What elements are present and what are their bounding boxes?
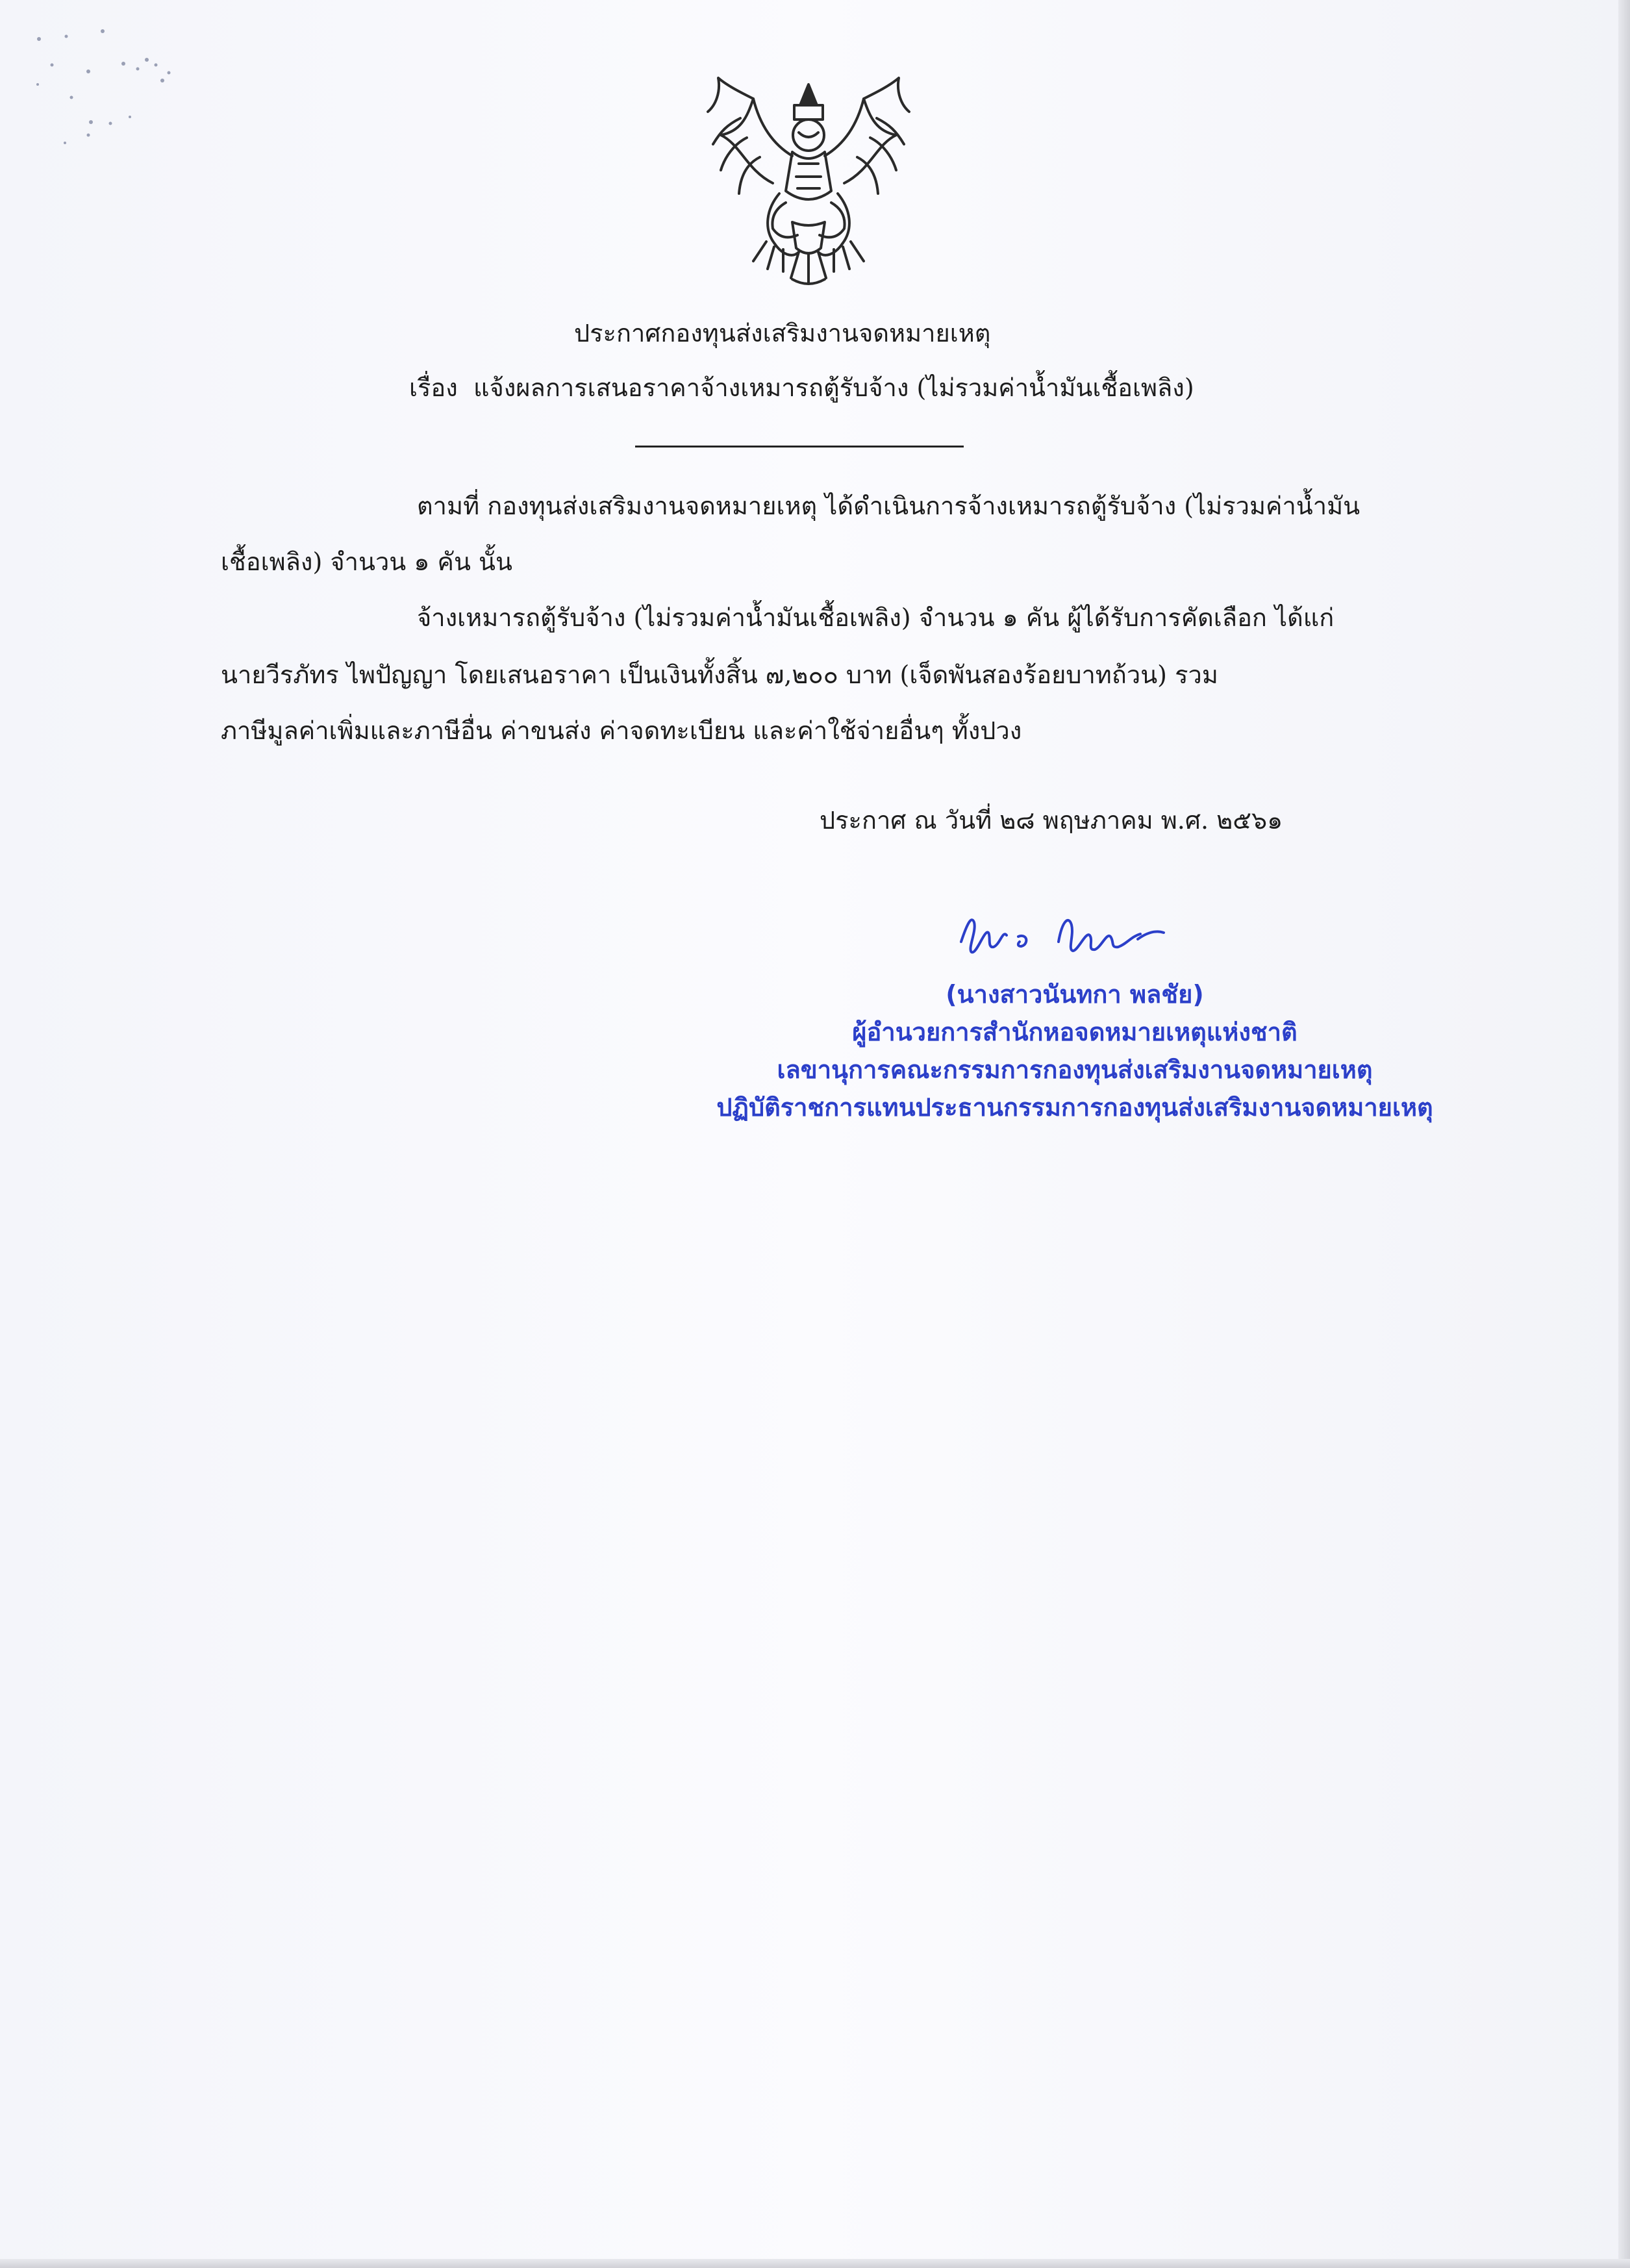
paragraph-1-line-1: ตามที่ กองทุนส่งเสริมงานจดหมายเหตุ ได้ดำเนินการจ้างเหมารถตู้รับจ้าง (ไม่รวมค่าน้ำมัน	[417, 492, 1360, 520]
signatory-position-3: ปฏิบัติราชการแทนประธานกรรมการกองทุนส่งเสริมงานจดหมายเหตุ	[716, 1093, 1433, 1122]
scan-edge-right	[1618, 0, 1630, 2268]
title-divider	[635, 446, 964, 447]
punch-holes	[26, 26, 195, 162]
paragraph-2-line-3: ภาษีมูลค่าเพิ่มและภาษีอื่น ค่าขนส่ง ค่าจดทะเบียน และค่าใช้จ่ายอื่นๆ ทั้งปวง	[221, 716, 1022, 745]
subject-text: แจ้งผลการเสนอราคาจ้างเหมารถตู้รับจ้าง (ไม่รวมค่าน้ำมันเชื้อเพลิง)	[473, 373, 1194, 402]
paragraph-2-line-2: นายวีรภัทร ไพปัญญา โดยเสนอราคา เป็นเงินทั้งสิ้น ๗,๒๐๐ บาท (เจ็ดพันสองร้อยบาทถ้วน) รวม	[221, 661, 1218, 689]
paragraph-2-line-1: จ้างเหมารถตู้รับจ้าง (ไม่รวมค่าน้ำมันเชื้อเพลิง) จำนวน ๑ คัน ผู้ได้รับการคัดเลือก ได้แก่	[417, 603, 1335, 632]
handwritten-signature	[948, 896, 1182, 968]
signatory-position-2: เลขานุการคณะกรรมการกองทุนส่งเสริมงานจดหมายเหตุ	[777, 1055, 1373, 1084]
subject-line	[409, 372, 1194, 404]
announcement-date: ประกาศ ณ วันที่ ๒๘ พฤษภาคม พ.ศ. ๒๕๖๑	[820, 806, 1283, 835]
scan-edge-bottom	[0, 2259, 1630, 2268]
signatory-position-1: ผู้อำนวยการสำนักหอจดหมายเหตุแห่งชาติ	[852, 1018, 1298, 1046]
paragraph-1-line-2: เชื้อเพลิง) จำนวน ๑ คัน นั้น	[221, 548, 512, 576]
document-title: ประกาศกองทุนส่งเสริมงานจดหมายเหตุ	[574, 319, 991, 347]
signatory-block	[675, 976, 1474, 1126]
signatory-name: (นางสาวนันทกา พลชัย)	[946, 980, 1204, 1009]
garuda-emblem-icon	[701, 73, 916, 294]
subject-label: เรื่อง	[409, 373, 458, 402]
